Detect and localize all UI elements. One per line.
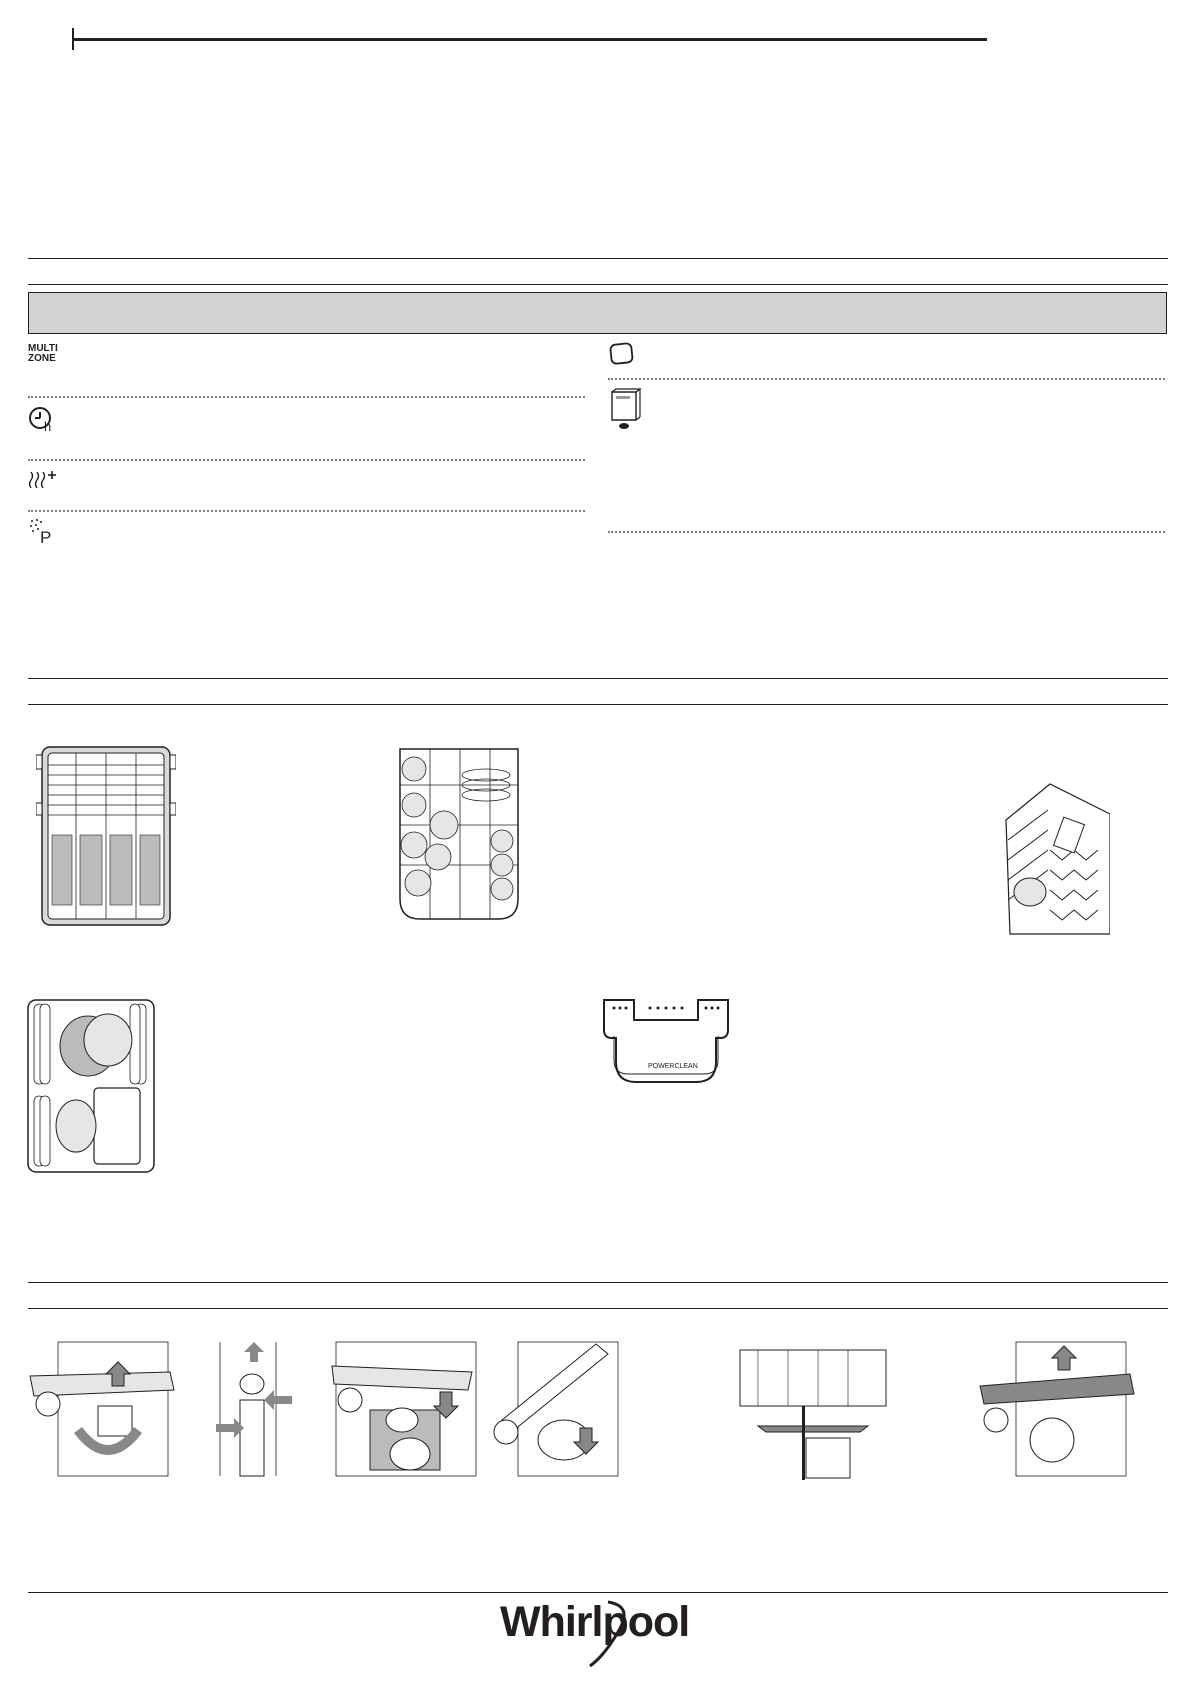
svg-text:P: P bbox=[40, 528, 52, 546]
extra-dry-icon bbox=[28, 468, 58, 490]
option-divider bbox=[28, 510, 585, 512]
multi-zone-icon bbox=[28, 344, 62, 366]
section-rule bbox=[28, 258, 1168, 259]
brand-logo-swoosh bbox=[568, 1598, 668, 1668]
top-spray-arm-figure bbox=[976, 1340, 1146, 1480]
upper-spray-arm-figure bbox=[738, 1342, 888, 1482]
filter-removal-figure bbox=[28, 1340, 178, 1480]
section-rule bbox=[28, 704, 1168, 705]
lower-basket-figure bbox=[36, 745, 176, 927]
lower-rack-loaded-figure bbox=[26, 996, 156, 1176]
footer-rule bbox=[28, 1592, 1168, 1593]
powerclean-label: POWERCLEAN bbox=[648, 1063, 698, 1070]
section-rule bbox=[28, 1308, 1168, 1309]
upper-basket-figure bbox=[394, 745, 524, 927]
option-divider bbox=[608, 531, 1165, 533]
option-divider bbox=[28, 396, 585, 398]
header-rule bbox=[72, 38, 987, 41]
brand-logo: Whirlpool bbox=[500, 1598, 690, 1646]
multi-zone-label: ZONE bbox=[28, 353, 56, 364]
power-clean-icon bbox=[28, 518, 56, 546]
delay-timer-icon bbox=[28, 406, 56, 434]
section-rule bbox=[28, 284, 1168, 285]
cutlery-basket-figure bbox=[1000, 780, 1110, 942]
svg-text:h: h bbox=[44, 419, 52, 434]
spray-arm-insert-figure bbox=[492, 1340, 622, 1480]
tablet-icon bbox=[608, 340, 636, 368]
dishwasher-salt-icon bbox=[608, 388, 642, 432]
option-divider bbox=[28, 459, 585, 461]
spray-arm-lower-figure bbox=[330, 1340, 480, 1480]
section-rule bbox=[28, 1282, 1168, 1283]
multi-zone-label: MULTI bbox=[28, 343, 58, 354]
section-rule bbox=[28, 678, 1168, 679]
options-header-bar bbox=[28, 292, 1167, 334]
option-divider bbox=[608, 378, 1165, 380]
filter-separation-figure bbox=[196, 1340, 306, 1480]
powerclean-rack-figure bbox=[600, 996, 732, 1088]
header-rule-tick bbox=[72, 28, 74, 50]
